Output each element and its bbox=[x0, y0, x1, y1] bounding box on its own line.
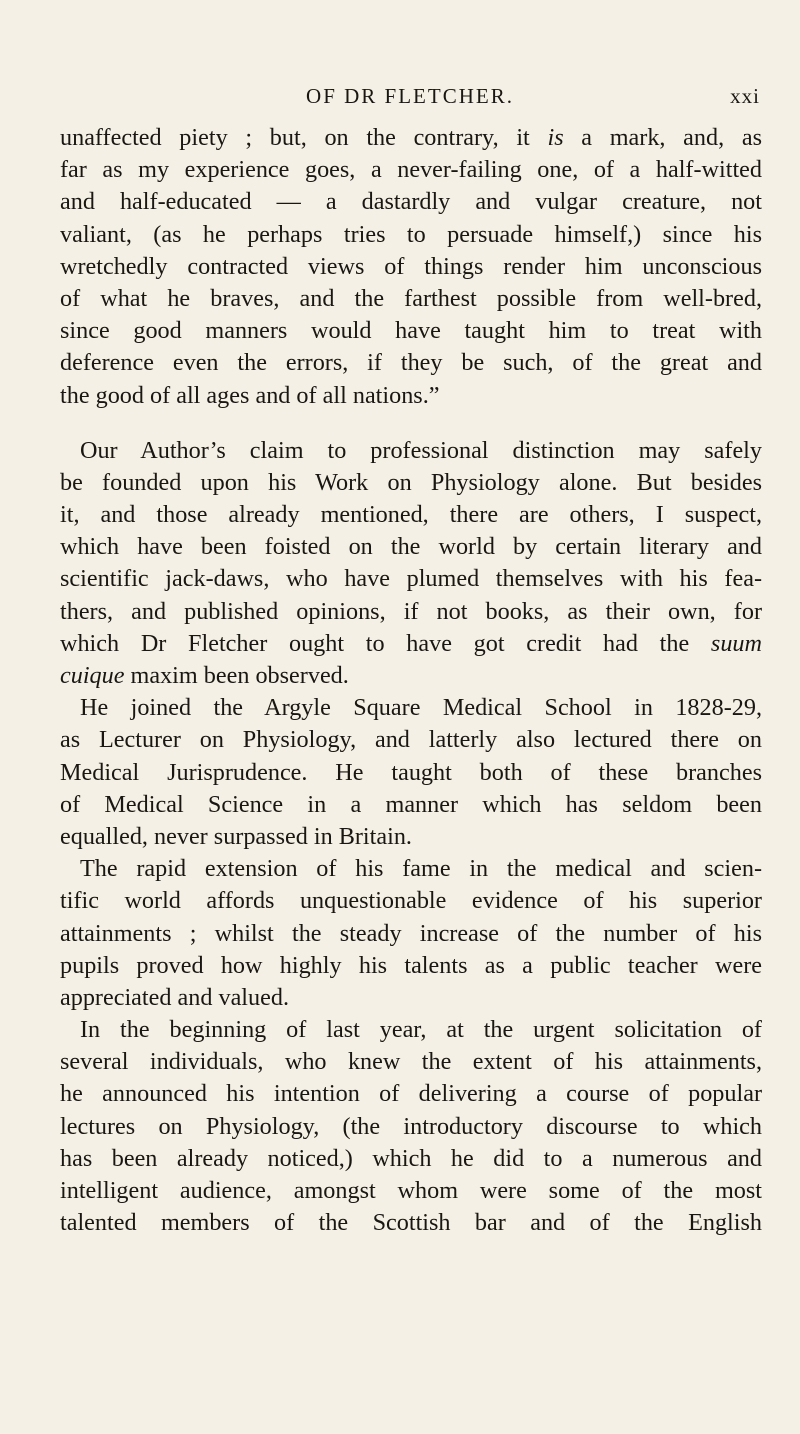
text-line: equalled, never surpassed in Britain. bbox=[60, 822, 412, 850]
text-line: lectures on Physiology, (the introductory discourse to which bbox=[60, 1112, 762, 1140]
paragraph-5 bbox=[60, 1014, 762, 1239]
text-line: intelligent audience, amongst whom were some of the most bbox=[60, 1177, 762, 1204]
text-line: of what he braves, and the farthest possible from well-bred, bbox=[60, 284, 762, 312]
text-line: far as my experience goes, a never-failing one, of a half-witted bbox=[60, 156, 762, 184]
text-line: wretchedly contracted views of things render him unconscious bbox=[60, 252, 762, 280]
text-line: tific world affords unquestionable evidence of his superior bbox=[60, 887, 762, 915]
text-line: Our Author’s claim to professional distinction may safely bbox=[80, 436, 762, 464]
text-line: valiant, (as he perhaps tries to persuade himself,) since his bbox=[60, 220, 762, 248]
page-header bbox=[60, 84, 760, 114]
text-line: attainments ; whilst the steady increase of the number of his bbox=[60, 919, 762, 947]
text-line: several individuals, who knew the extent of his attainments, bbox=[60, 1048, 762, 1076]
paragraph-4 bbox=[60, 853, 762, 1014]
body-text bbox=[60, 122, 762, 1239]
text-line: the good of all ages and of all nations.” bbox=[60, 381, 440, 409]
text-line: deference even the errors, if they be such, of the great and bbox=[60, 349, 762, 377]
text-line: The rapid extension of his fame in the medical and scien- bbox=[80, 855, 762, 883]
text-line: In the beginning of last year, at the urgent solicitation of bbox=[80, 1016, 762, 1044]
paragraph-3 bbox=[60, 692, 762, 853]
text-line: which Dr Fletcher ought to have got credit had the suum bbox=[60, 629, 762, 657]
paragraph-1 bbox=[60, 122, 762, 412]
text-line: he announced his intention of delivering a course of popular bbox=[60, 1080, 762, 1108]
text-line: He joined the Argyle Square Medical School in 1828-29, bbox=[80, 694, 762, 722]
paragraph-2 bbox=[60, 435, 762, 693]
text-line: has been already noticed,) which he did to a numerous and bbox=[60, 1144, 762, 1172]
text-line: which have been foisted on the world by certain literary and bbox=[60, 533, 762, 561]
text-line: it, and those already mentioned, there are others, I suspect, bbox=[60, 501, 762, 529]
text-line: be founded upon his Work on Physiology alone. But besides bbox=[60, 468, 762, 496]
text-line: unaffected piety ; but, on the contrary, it is a mark, and, as bbox=[60, 124, 762, 151]
text-line: thers, and published opinions, if not books, as their own, for bbox=[60, 597, 762, 625]
text-line: since good manners would have taught him to treat with bbox=[60, 317, 762, 345]
text-line: appreciated and valued. bbox=[60, 983, 289, 1011]
text-line: pupils proved how highly his talents as a public teacher were bbox=[60, 951, 762, 979]
text-line: scientific jack-daws, who have plumed themselves with his fea- bbox=[60, 565, 762, 593]
text-line: cuique maxim been observed. bbox=[60, 662, 349, 689]
text-line: Medical Jurisprudence. He taught both of these branches bbox=[60, 758, 762, 786]
page-number: xxi bbox=[730, 84, 760, 108]
paragraph-spacer bbox=[60, 412, 762, 435]
text-line: talented members of the Scottish bar and of the English bbox=[60, 1209, 762, 1237]
text-line: and half-educated — a dastardly and vulgar creature, not bbox=[60, 188, 762, 216]
running-head: OF DR FLETCHER. bbox=[306, 84, 514, 108]
text-line: of Medical Science in a manner which has seldom been bbox=[60, 790, 762, 818]
text-line: as Lecturer on Physiology, and latterly also lectured there on bbox=[60, 726, 762, 754]
